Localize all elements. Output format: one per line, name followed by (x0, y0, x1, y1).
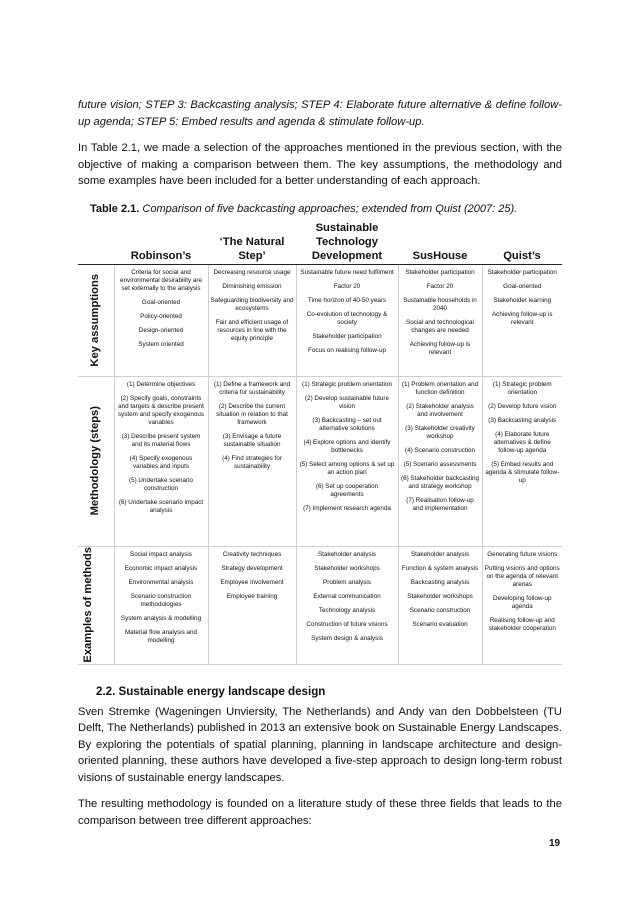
cell-item: Stakeholder analysis (410, 550, 470, 558)
table-header: ‘The Natural Step’ (208, 221, 296, 265)
page-number: 19 (549, 838, 561, 849)
cell-item: (2) Develop sustainable future vision (304, 394, 389, 410)
table-cell (482, 376, 562, 546)
intro-paragraph: In Table 2.1, we made a selection of the approaches mentioned in the previous section, with the objective of making a comparison between them. The key assumptions, the methodology and some examples have been included for a better understanding of each approach. (78, 142, 562, 187)
table-cell (114, 376, 208, 546)
table-header-corner (78, 221, 114, 265)
cell-item: Social and technological changes are needed (406, 318, 474, 334)
cell-item: (4) Elaborate future alternatives & define follow-up agenda (493, 430, 551, 454)
cell-item: (4) Scenario construction (405, 446, 475, 454)
table-cell (208, 376, 296, 546)
cell-item: (5) Undertake scenario construction (128, 476, 194, 492)
cell-item: Scenario construction (409, 606, 471, 614)
cell-item: Factor 20 (426, 282, 454, 290)
cell-item: Developing follow-up agenda (493, 594, 552, 610)
cell-item: External communication (313, 592, 381, 600)
cell-item: Focus on realising follow-up (307, 346, 387, 354)
comparison-table (78, 221, 562, 665)
cell-item: Creativity techniques (222, 550, 282, 558)
cell-item: Safeguarding biodiversity and ecosystems (210, 296, 294, 312)
section-heading: 2.2. Sustainable energy landscape design (96, 684, 326, 698)
table-cell (482, 264, 562, 376)
cell-item: Stakeholder participation (405, 268, 475, 276)
row-label: Methodology (steps) (89, 406, 102, 516)
cell-item: Realising follow-up and stakeholder cooperation (488, 616, 556, 632)
cell-item: Criteria for social and environmental desirability are set externally to the analysis (120, 268, 202, 292)
cell-item: Technology analysis (318, 606, 376, 614)
table-cell (208, 264, 296, 376)
cell-item: (3) Describe present system and its material flows (121, 432, 201, 448)
cell-item: (2) Develop future vision (488, 402, 557, 410)
cell-item: Factor 20 (333, 282, 361, 290)
cell-item: Stakeholder analysis (317, 550, 377, 558)
cell-item: (1) Define a framework and criteria for sustainability (213, 380, 291, 396)
cell-item: Economic impact analysis (124, 564, 198, 572)
table-cell (398, 264, 482, 376)
cell-item: Decreasing resource usage (213, 268, 291, 276)
cell-item: Co-evolution of technology & society (306, 310, 388, 326)
cell-item: (3) Backcasting analysis (488, 416, 557, 424)
cell-item: Achieving follow-up is relevant (409, 340, 471, 356)
table-cell (114, 546, 208, 664)
cell-item: Fair and efficient usage of resources in line with the equity principle (215, 318, 289, 342)
cell-item: Stakeholder participation (487, 268, 557, 276)
table-cell (296, 546, 398, 664)
table-header: Quist’s (482, 221, 562, 265)
table-cell (296, 376, 398, 546)
table-cell (398, 546, 482, 664)
table-cell (114, 264, 208, 376)
cell-item: (5) Scenario assessments (403, 460, 477, 468)
cell-item: Backcasting analysis (410, 578, 470, 586)
section-paragraph: Sven Stremke (Wageningen Unviersity, The Netherlands) and Andy van den Dobbelsteen (TU Delft, The Netherlands) published in 2013 an extensive book on Sustainable Energy Landscapes. By exploring the potentials of spatial planning, planning in landscape architecture and design-oriented planning, these authors have developed a five-step approach to design long-term robust visions of sustainable energy landscapes. (78, 705, 562, 784)
cell-item: Material flow analysis and modelling (124, 628, 198, 644)
cell-item: Sustainable future need fulfilment (300, 268, 394, 276)
table-header: SusHouse (398, 221, 482, 265)
cell-item: Sustainable households in 2040 (403, 296, 477, 312)
cell-item: (4) Find strategies for sustainability (222, 454, 282, 470)
cell-item: Time horizon of 40-50 years (307, 296, 387, 304)
cell-item: (2) Specify goals, constraints and targets & describe present system and specify exogenous variables (117, 394, 205, 426)
row-label: Examples of methods (81, 547, 94, 663)
cell-item: System oriented (138, 340, 184, 348)
table-caption-label: Table 2.1. (90, 202, 140, 215)
cell-item: (4) Specify exogenous variables and inputs (129, 454, 193, 470)
table-row (78, 264, 562, 376)
cell-item: (6) Set up cooperation agreements (315, 482, 379, 498)
cell-item: (7) Implement research agenda (303, 504, 391, 512)
cell-item: Employee training (226, 592, 278, 600)
page-body (78, 97, 562, 829)
cell-item: Goal-oriented (503, 282, 542, 290)
table-cell (482, 546, 562, 664)
cell-item: (3) Envisage a future sustainable situation (222, 432, 282, 448)
row-label-cell (78, 546, 114, 664)
row-label-cell (78, 264, 114, 376)
cell-item: (3) Stakeholder creativity workshop (405, 424, 475, 440)
section-paragraph: The resulting methodology is founded on a literature study of these three fields that leads to the comparison between tree different approaches: (78, 798, 562, 827)
table-row (78, 376, 562, 546)
cell-item: Goal-oriented (141, 298, 181, 306)
cell-item: Diminishing emission (222, 282, 282, 290)
row-label: Key assumptions (89, 273, 102, 367)
cell-item: Putting visions and options on the agenda of relevant arenas (484, 564, 560, 588)
cell-item: (6) Stakeholder backcasting and strategy workshop (400, 474, 480, 490)
table-cell (208, 546, 296, 664)
cell-item: Function & system analysis (401, 564, 479, 572)
cell-item: Employee involvement (220, 578, 284, 586)
cell-item: Strategy development (221, 564, 283, 572)
cell-item: (3) Backcasting – set out alternative solutions (312, 416, 382, 432)
cell-item: Problem analysis (323, 578, 371, 586)
cell-item: Policy-oriented (140, 312, 182, 320)
table-row (78, 546, 562, 664)
cell-item: Stakeholder workshops (407, 592, 473, 600)
cell-item: Scenario evaluation (412, 620, 468, 628)
cell-item: Stakeholder workshops (314, 564, 380, 572)
cell-item: (5) Select among options & set up an action plan (299, 460, 395, 476)
table-caption (90, 203, 562, 215)
table-header: Sustainable Technology Development (296, 221, 398, 265)
cell-item: (2) Stakeholder analysis and involvement (406, 402, 474, 418)
cell-item: Scenario construction methodologies (130, 592, 192, 608)
cell-item: (5) Embed results and agenda & stimulate follow-up (485, 460, 560, 484)
table-caption-text: Comparison of five backcasting approaches; extended from Quist (2007: 25). (142, 202, 518, 215)
cell-item: Construction of future visions (306, 620, 388, 628)
table-header: Robinson’s (114, 221, 208, 265)
cell-item: Generating future visions (487, 550, 558, 558)
cell-item: Environmental analysis (128, 578, 194, 586)
table-cell (296, 264, 398, 376)
cell-item: Achieving follow-up is relevant (491, 310, 553, 326)
cell-item: Social impact analysis (130, 550, 192, 558)
cell-item: System design & analysis (311, 634, 383, 642)
row-label-cell (78, 376, 114, 546)
cell-item: (6) Undertake scenario impact analysis (118, 498, 204, 514)
table-header-row (78, 221, 562, 265)
cell-item: (7) Realisation follow-up and implementation (406, 496, 474, 512)
cell-item: (1) Problem orientation and function definition (401, 380, 479, 396)
cell-item: (2) Describe the current situation in relation to that framework (216, 402, 288, 426)
cell-item: (1) Determine objectives (126, 380, 196, 388)
cell-item: Stakeholder participation (312, 332, 382, 340)
cell-item: (1) Strategic problem orientation (492, 380, 552, 396)
cell-item: System analysis & modelling (120, 614, 202, 622)
cell-item: (4) Explore options and identify bottlenecks (303, 438, 391, 454)
cell-item: Stakeholder learning (493, 296, 552, 304)
intro-italic-text: future vision; STEP 3: Backcasting analysis; STEP 4: Elaborate future alternative & define follow-up agenda; STEP 5: Embed results and agenda & stimulate follow-up. (78, 99, 562, 128)
table-cell (398, 376, 482, 546)
cell-item: Design-oriented (138, 326, 184, 334)
cell-item: (1) Strategic problem orientation (302, 380, 392, 388)
